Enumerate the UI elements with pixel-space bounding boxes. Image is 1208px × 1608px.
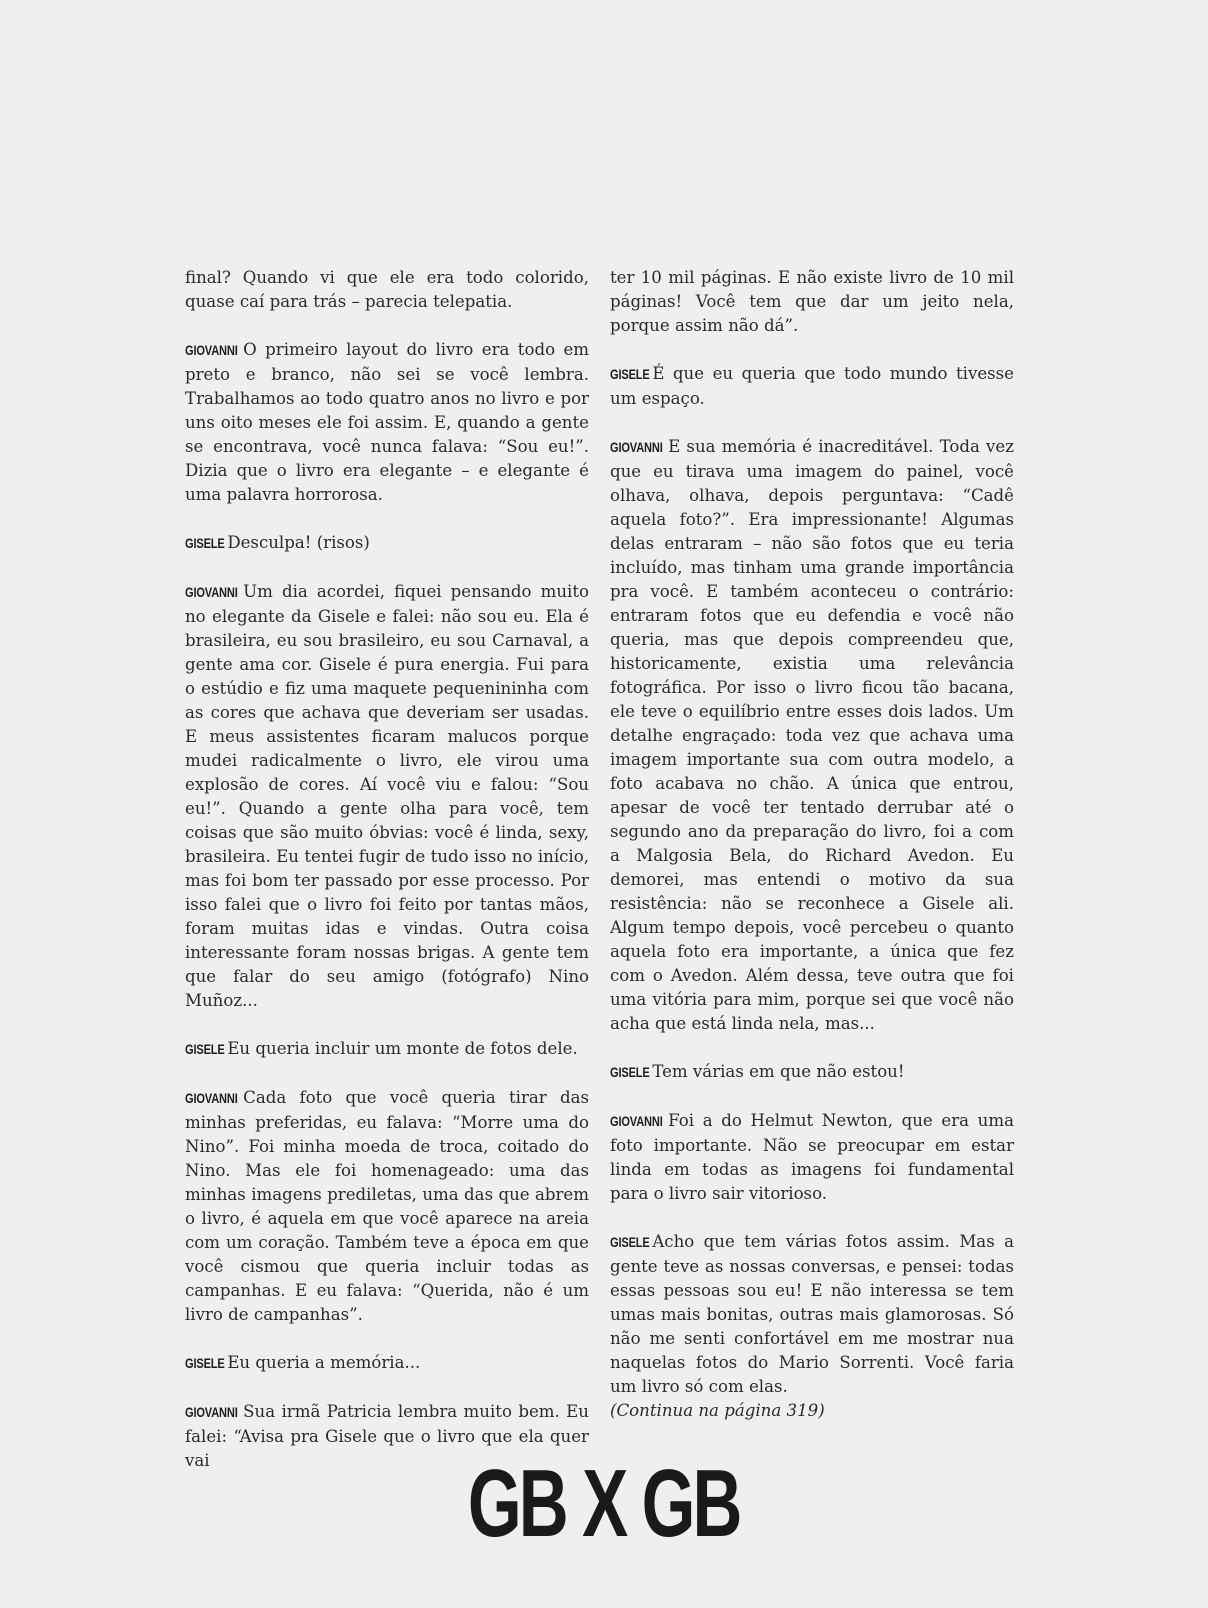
speaker-label: GISELE bbox=[610, 367, 650, 382]
speaker-label: GISELE bbox=[610, 1065, 650, 1080]
continuation-note: (Continua na página 319) bbox=[610, 1401, 825, 1420]
speaker-label: GIOVANNI bbox=[185, 585, 238, 600]
paragraph-text: Acho que tem várias fotos assim. Mas a gente teve as nossas conversas, e pensei: todas essas pessoas sou eu! E não interessa se tem umas mais bonitas, outras mais glamorosas. Só não me senti confortável em me mostrar nua naquelas fotos do Mario Sorrenti. Você faria um livro só com elas. bbox=[610, 1232, 1014, 1396]
speaker-label: GISELE bbox=[185, 536, 225, 551]
paragraph bbox=[185, 1351, 589, 1376]
paragraph-text: Desculpa! (risos) bbox=[227, 533, 370, 552]
paragraph bbox=[185, 338, 589, 507]
speaker-label: GISELE bbox=[185, 1356, 225, 1371]
logo-text: GB X GB bbox=[468, 1450, 740, 1557]
speaker-label: GIOVANNI bbox=[185, 1405, 238, 1420]
paragraph-text: final? Quando vi que ele era todo colorido, quase caí para trás – parecia telepatia. bbox=[185, 268, 589, 311]
speaker-label: GIOVANNI bbox=[610, 1114, 663, 1129]
speaker-label: GIOVANNI bbox=[185, 343, 238, 358]
paragraph-text: Eu queria a memória... bbox=[227, 1353, 421, 1372]
paragraph bbox=[185, 580, 589, 1013]
paragraph bbox=[185, 266, 589, 314]
paragraph-text: Cada foto que você queria tirar das minhas preferidas, eu falava: “Morre uma do Nino”. Foi minha moeda de troca, coitado do Nino. Mas ele foi homenageado: uma das minhas imagens prediletas, uma das que abrem o livro, é aquela em que você aparece na areia com um coração. Também teve a época em que você cismou que queria incluir todas as campanhas. E eu falava: “Querida, não é um livro de campanhas”. bbox=[185, 1088, 589, 1324]
speaker-label: GIOVANNI bbox=[610, 440, 663, 455]
paragraph-text: Um dia acordei, fiquei pensando muito no elegante da Gisele e falei: não sou eu. Ela é brasileira, eu sou brasileiro, eu sou Carnaval, a gente ama cor. Gisele é pura energia. Fui para o estúdio e fiz uma maquete pequenininha com as cores que achava que deveriam ser usadas. E meus assistentes ficaram malucos porque mudei radicalmente o livro, ele virou uma explosão de cores. Aí você viu e falou: “Sou eu!”. Quando a gente olha para você, tem coisas que são muito óbvias: você é linda, sexy, brasileira. Eu tentei fugir de tudo isso no início, mas foi bom ter passado por esse processo. Por isso falei que o livro foi feito por tantas mãos, foram muitas idas e vindas. Outra coisa interessante foram nossas brigas. A gente tem que falar do seu amigo (fotógrafo) Nino Muñoz... bbox=[185, 582, 589, 1010]
paragraph-text: Tem várias em que não estou! bbox=[652, 1062, 905, 1081]
paragraph bbox=[185, 1037, 589, 1062]
paragraph-text: E sua memória é inacreditável. Toda vez que eu tirava uma imagem do painel, você olhava, olhava, depois perguntava: “Cadê aquela foto?”. Era impressionante! Algumas delas entraram – não são fotos que eu teria incluído, mas tinham uma grande importância pra você. E também aconteceu o contrário: entraram fotos que eu defendia e você não queria, mas que depois compreendeu que, historicamente, existia uma relevância fotográfica. Por isso o livro ficou tão bacana, ele teve o equilíbrio entre esses dois lados. Um detalhe engraçado: toda vez que achava uma imagem importante sua com outra modelo, a foto acabava no chão. A única que entrou, apesar de você ter tentado derrubar até o segundo ano da preparação do livro, foi a com a Malgosia Bela, do Richard Avedon. Eu demorei, mas entendi o motivo da sua resistência: não se reconhece a Gisele ali. Algum tempo depois, você percebeu o quanto aquela foto era importante, a única que fez com o Avedon. Além dessa, teve outra que foi uma vitória para mim, porque sei que você não acha que está linda nela, mas... bbox=[610, 437, 1014, 1033]
paragraph-text: O primeiro layout do livro era todo em preto e branco, não sei se você lembra. Trabalhamos ao todo quatro anos no livro e por uns oito meses ele foi assim. E, quando a gente se encontrava, você nunca falava: “Sou eu!”. Dizia que o livro era elegante – e elegante é uma palavra horrorosa. bbox=[185, 340, 589, 504]
paragraph-text: Eu queria incluir um monte de fotos dele. bbox=[227, 1039, 578, 1058]
paragraph-text: ter 10 mil páginas. E não existe livro de 10 mil páginas! Você tem que dar um jeito nela, porque assim não dá”. bbox=[610, 268, 1014, 335]
speaker-label: GIOVANNI bbox=[185, 1091, 238, 1106]
paragraph bbox=[610, 266, 1014, 338]
gbxgb-logo bbox=[0, 1450, 1208, 1557]
paragraph-text: É que eu queria que todo mundo tivesse um espaço. bbox=[610, 364, 1014, 408]
right-column bbox=[610, 266, 1014, 1447]
paragraph bbox=[610, 1230, 1014, 1423]
speaker-label: GISELE bbox=[185, 1042, 225, 1057]
paragraph bbox=[610, 1060, 1014, 1085]
paragraph bbox=[185, 1086, 589, 1327]
paragraph bbox=[610, 1109, 1014, 1206]
paragraph bbox=[610, 435, 1014, 1036]
paragraph bbox=[610, 362, 1014, 411]
paragraph bbox=[185, 531, 589, 556]
speaker-label: GISELE bbox=[610, 1235, 650, 1250]
paragraph-text: Sua irmã Patricia lembra muito bem. Eu falei: “Avisa pra Gisele que o livro que ela quer vai bbox=[185, 1402, 589, 1470]
paragraph-text: Foi a do Helmut Newton, que era uma foto importante. Não se preocupar em estar linda em todas as imagens foi fundamental para o livro sair vitorioso. bbox=[610, 1111, 1014, 1203]
left-column bbox=[185, 266, 589, 1497]
